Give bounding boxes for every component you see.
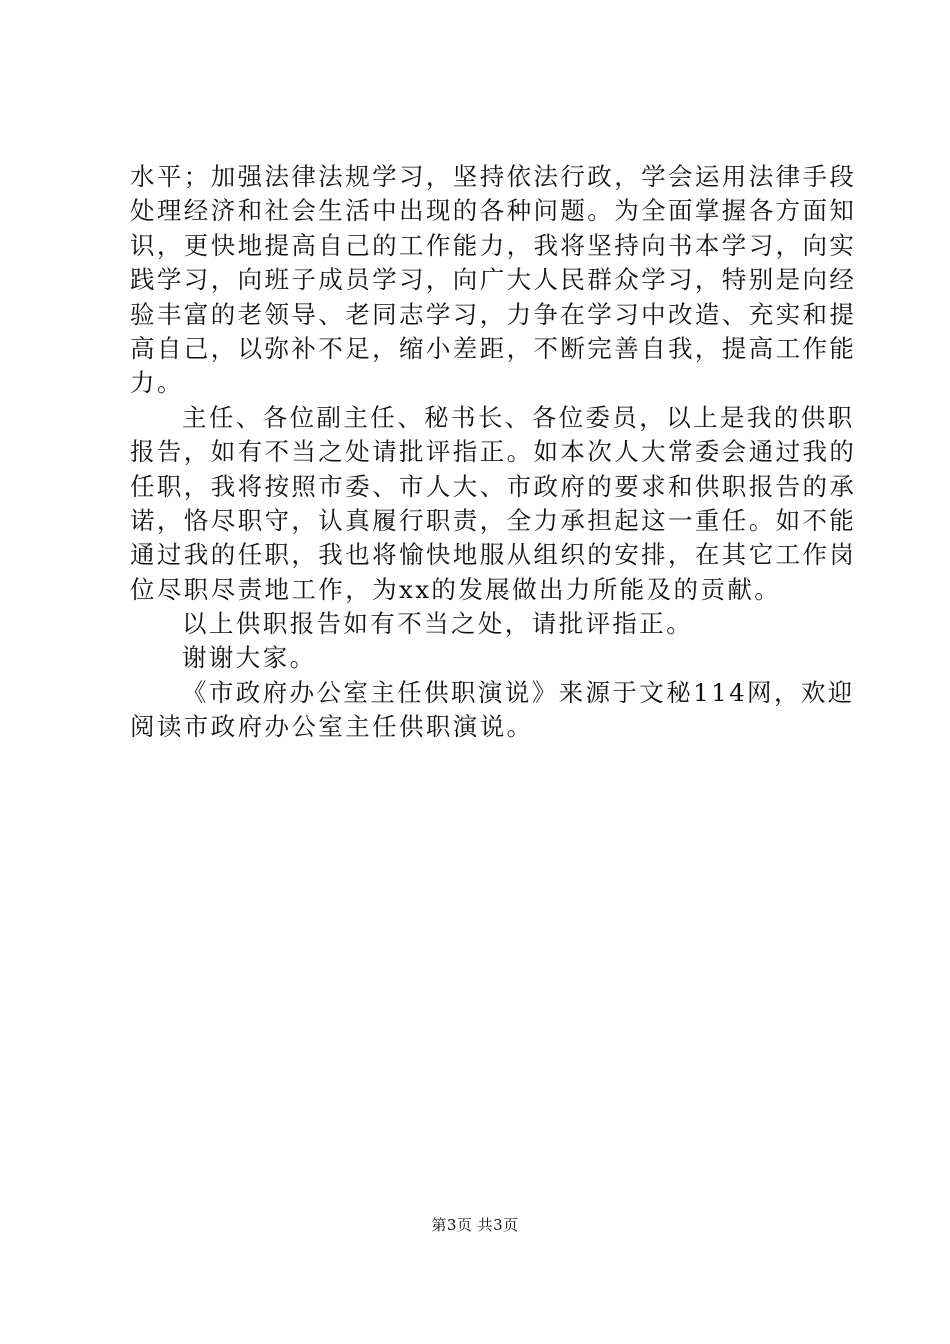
text-line: 阅读市政府办公室主任供职演说。 [130,712,534,742]
text-line: 诺，恪尽职守，认真履行职责，全力承担起这一重任。如不能 [130,505,857,535]
page-number-footer: 第3页 共3页 [431,1216,519,1234]
text-line: 位尽职尽责地工作，为xx的发展做出力所能及的贡献。 [130,574,782,604]
text-line: 水平；加强法律法规学习，坚持依法行政，学会运用法律手段 [130,162,857,191]
text-line: 力。 [130,368,184,398]
document-body [130,160,857,745]
text-line: 主任、各位副主任、秘书长、各位委员，以上是我的供职 [182,402,855,432]
text-line: 践学习，向班子成员学习，向广大人民群众学习，特别是向经 [130,265,857,295]
text-line: 处理经济和社会生活中出现的各种问题。为全面掌握各方面知 [130,196,857,226]
text-line: 《市政府办公室主任供职演说》来源于文秘114网，欢迎 [182,677,855,707]
text-line: 谢谢大家。 [182,643,317,673]
text-line: 识，更快地提高自己的工作能力，我将坚持向书本学习，向实 [130,230,857,260]
text-line: 报告，如有不当之处请批评指正。如本次人大常委会通过我的 [130,437,857,467]
text-line: 通过我的任职，我也将愉快地服从组织的安排，在其它工作岗 [130,540,857,570]
text-line: 任职，我将按照市委、市人大、市政府的要求和供职报告的承 [130,471,857,501]
text-line: 验丰富的老领导、老同志学习，力争在学习中改造、充实和提 [130,299,857,329]
text-line: 以上供职报告如有不当之处，请批评指正。 [182,609,694,639]
text-line: 高自己，以弥补不足，缩小差距，不断完善自我，提高工作能 [130,333,857,363]
